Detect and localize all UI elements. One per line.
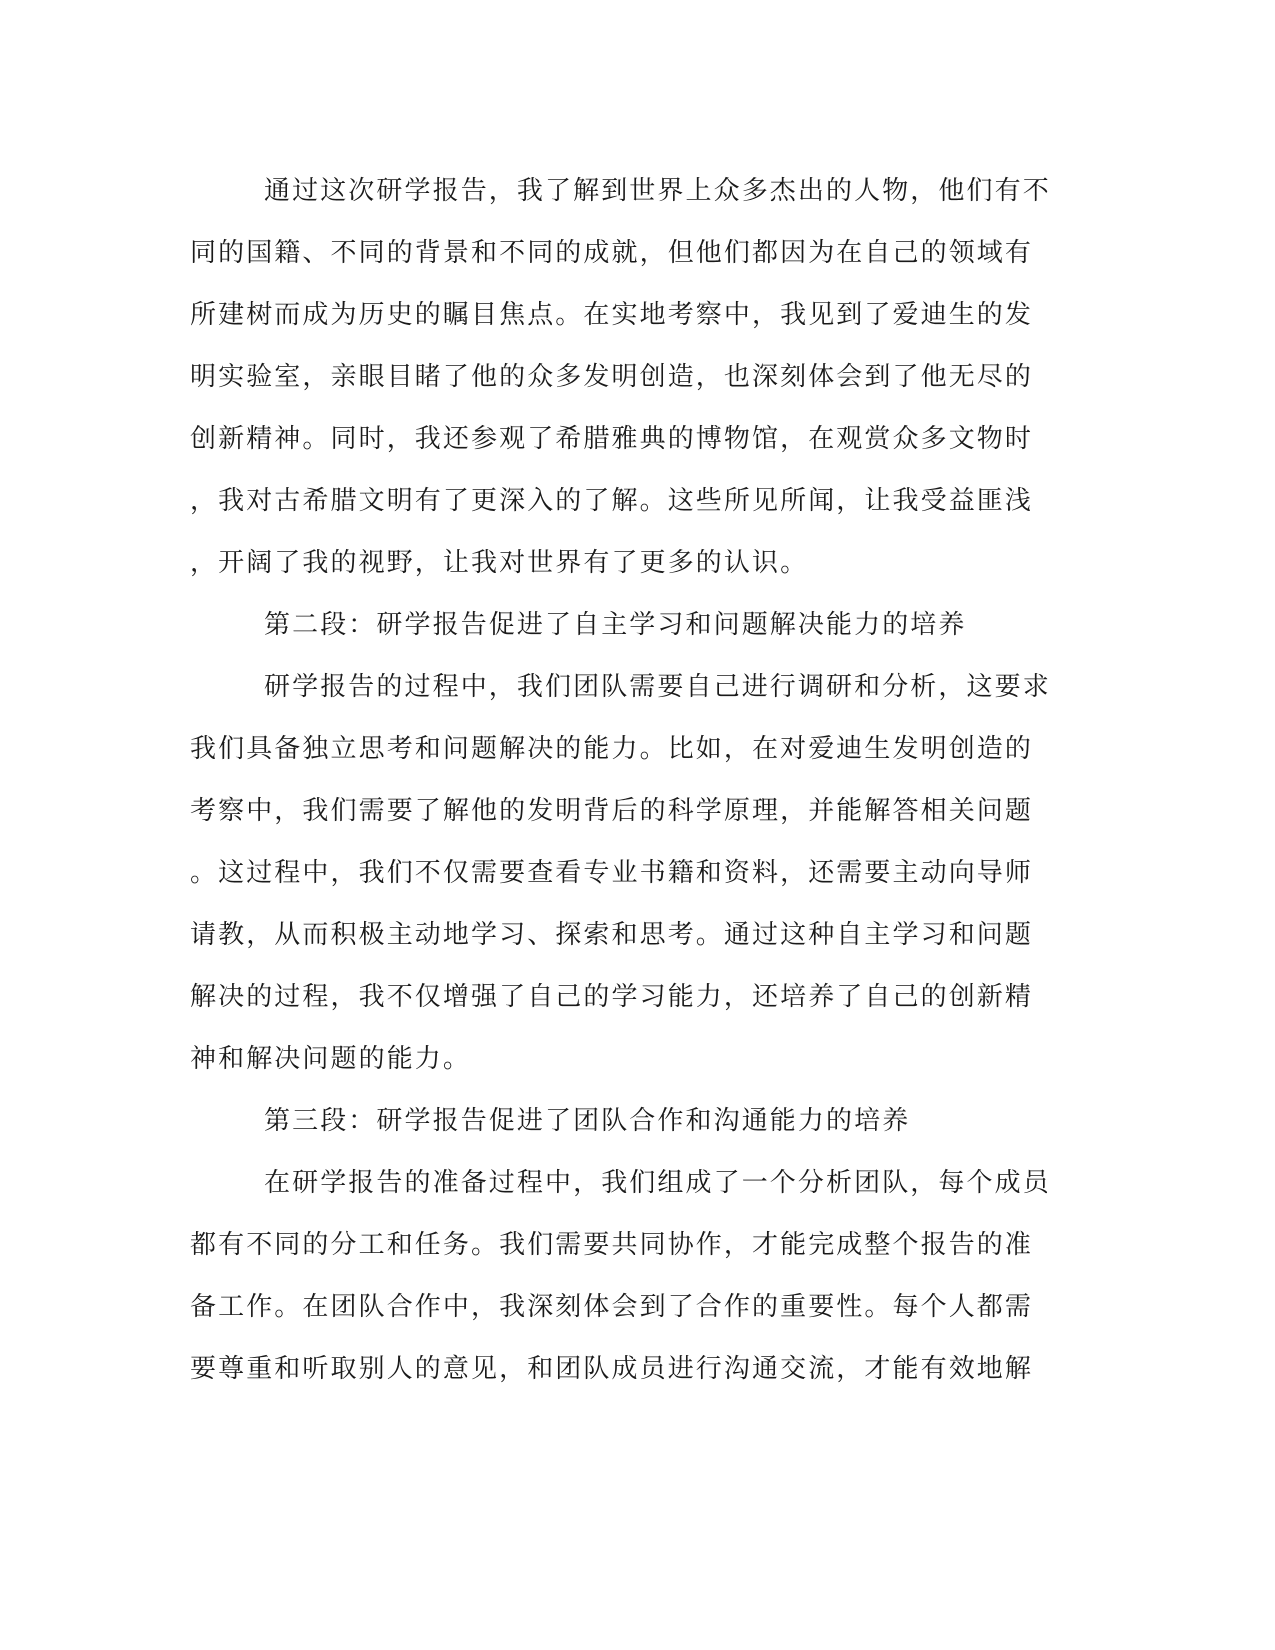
text-line: 第二段：研学报告促进了自主学习和问题解决能力的培养 [264, 610, 967, 640]
text-line: 第三段：研学报告促进了团队合作和沟通能力的培养 [264, 1106, 911, 1136]
text-line: 备工作。在团队合作中，我深刻体会到了合作的重要性。每个人都需 [190, 1292, 1034, 1322]
text-line: 神和解决问题的能力。 [190, 1044, 472, 1074]
text-line: 都有不同的分工和任务。我们需要共同协作，才能完成整个报告的准 [190, 1230, 1034, 1260]
text-line: 考察中，我们需要了解他的发明背后的科学原理，并能解答相关问题 [190, 796, 1034, 826]
text-line: 我们具备独立思考和问题解决的能力。比如，在对爱迪生发明创造的 [190, 734, 1034, 764]
text-line: 请教，从而积极主动地学习、探索和思考。通过这种自主学习和问题 [190, 920, 1034, 950]
text-line: 同的国籍、不同的背景和不同的成就，但他们都因为在自己的领域有 [190, 238, 1034, 268]
text-line: 在研学报告的准备过程中，我们组成了一个分析团队，每个成员 [264, 1168, 1051, 1198]
text-line: 解决的过程，我不仅增强了自己的学习能力，还培养了自己的创新精 [190, 982, 1034, 1012]
text-line: 创新精神。同时，我还参观了希腊雅典的博物馆，在观赏众多文物时 [190, 424, 1034, 454]
text-line: 要尊重和听取别人的意见，和团队成员进行沟通交流，才能有效地解 [190, 1354, 1034, 1384]
text-line: 研学报告的过程中，我们团队需要自己进行调研和分析，这要求 [264, 672, 1051, 702]
text-line: 通过这次研学报告，我了解到世界上众多杰出的人物，他们有不 [264, 176, 1051, 206]
document-body [190, 160, 1090, 1400]
text-line: 明实验室，亲眼目睹了他的众多发明创造，也深刻体会到了他无尽的 [190, 362, 1034, 392]
text-line: ，我对古希腊文明有了更深入的了解。这些所见所闻，让我受益匪浅 [190, 486, 1034, 516]
text-line: 。这过程中，我们不仅需要查看专业书籍和资料，还需要主动向导师 [190, 858, 1034, 888]
text-line: 所建树而成为历史的瞩目焦点。在实地考察中，我见到了爱迪生的发 [190, 300, 1034, 330]
text-line: ，开阔了我的视野，让我对世界有了更多的认识。 [190, 548, 809, 578]
